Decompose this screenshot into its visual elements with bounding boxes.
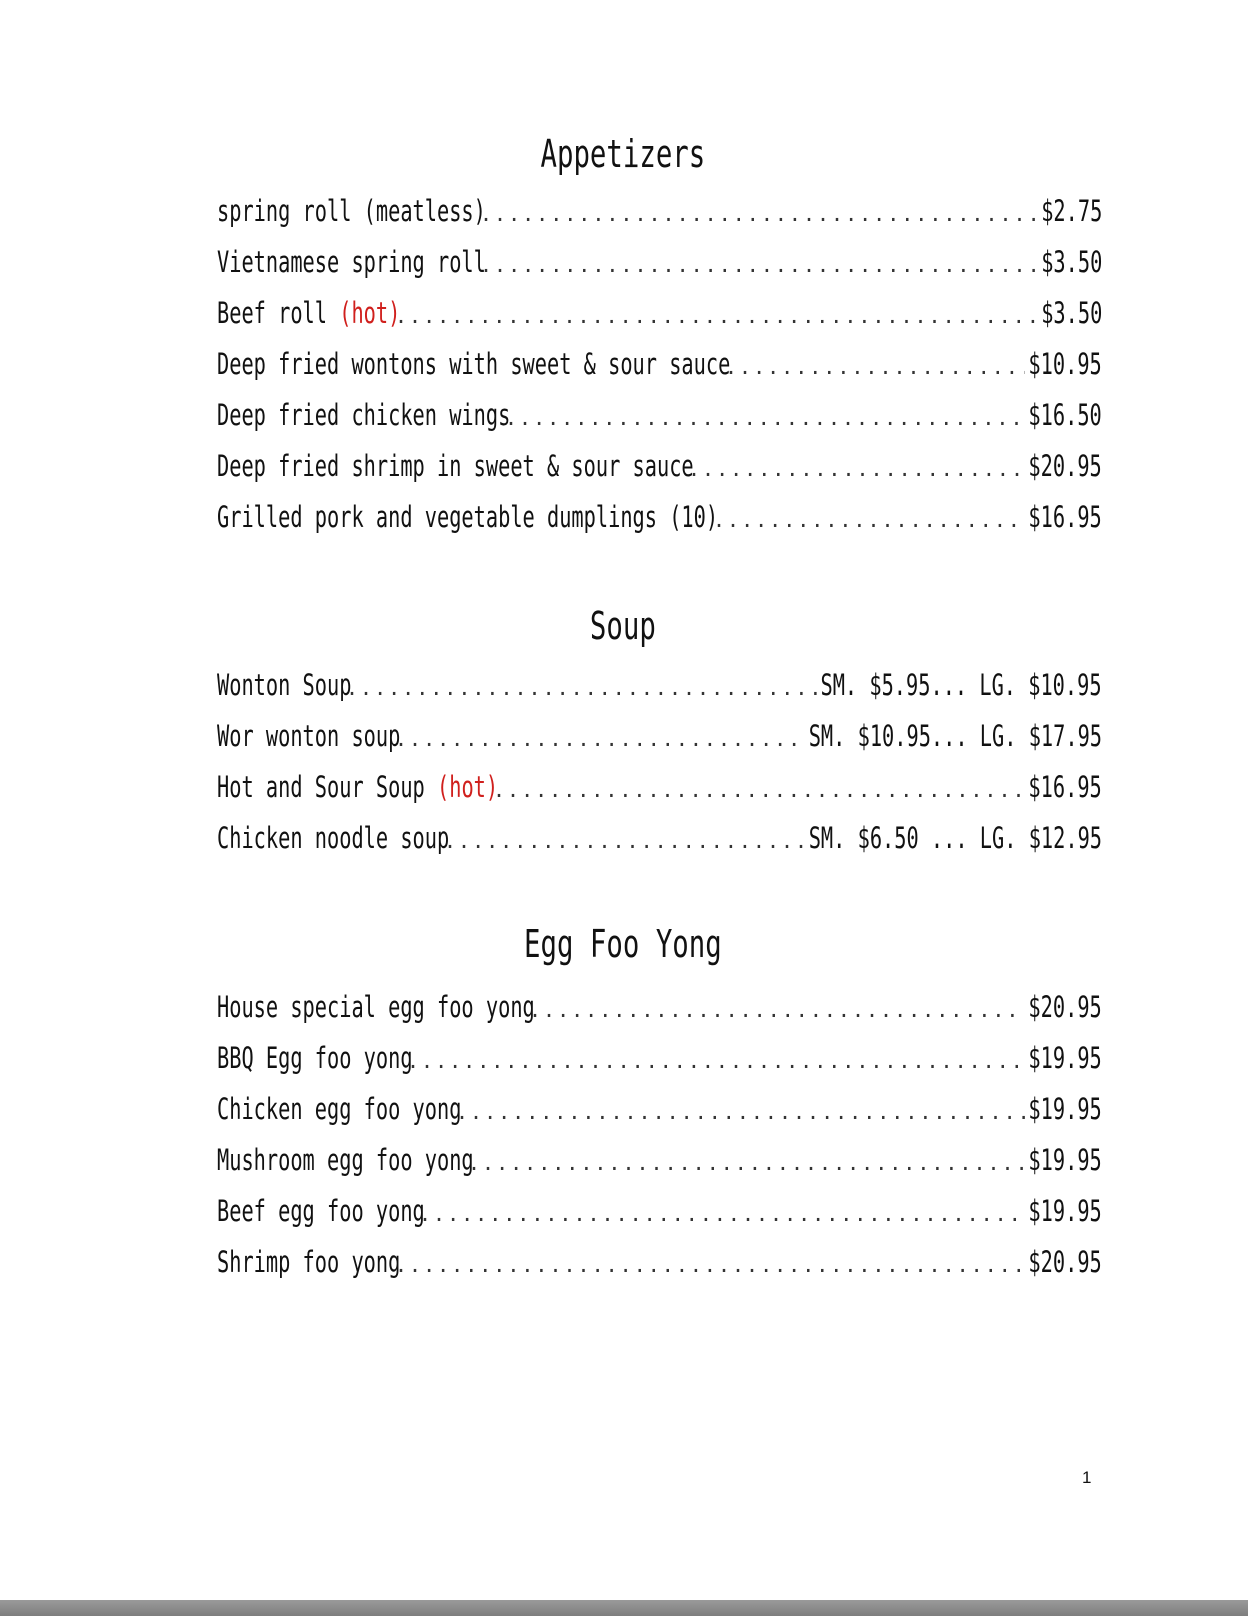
menu-item bbox=[217, 990, 1103, 1041]
menu-item bbox=[217, 245, 1103, 296]
item-name: Deep fried wontons with sweet & sour sauce bbox=[217, 347, 731, 381]
hot-label: (hot) bbox=[436, 770, 499, 804]
menu-item bbox=[217, 1092, 1103, 1143]
item-name: Vietnamese spring roll bbox=[217, 245, 486, 279]
menu-item bbox=[217, 1194, 1103, 1245]
egg-foo-yong-list bbox=[217, 990, 1103, 1296]
item-name: Deep fried shrimp in sweet & sour sauce bbox=[217, 449, 694, 483]
menu-item bbox=[217, 194, 1103, 245]
page-number: 1 bbox=[1082, 1468, 1092, 1487]
menu-item bbox=[217, 719, 1103, 770]
item-name: Chicken noodle soup bbox=[217, 821, 450, 855]
dot-leader bbox=[725, 355, 1025, 379]
item-name: Hot and Sour Soup bbox=[217, 770, 425, 804]
item-name: Wor wonton soup bbox=[217, 719, 401, 753]
item-price: $2.75 bbox=[1041, 194, 1103, 228]
menu-item bbox=[217, 668, 1103, 719]
dot-leader bbox=[468, 1151, 1025, 1175]
item-price: $19.95 bbox=[1028, 1092, 1103, 1126]
dot-leader bbox=[346, 676, 817, 700]
dot-leader bbox=[407, 1049, 1025, 1073]
viewer-bottom-bar bbox=[0, 1600, 1248, 1616]
item-price: $3.50 bbox=[1041, 245, 1103, 279]
item-price: $16.95 bbox=[1028, 770, 1103, 804]
menu-item bbox=[217, 347, 1103, 398]
item-name: Beef roll bbox=[217, 296, 327, 330]
menu-item bbox=[217, 770, 1103, 821]
item-name: Grilled pork and vegetable dumplings (10) bbox=[217, 500, 719, 534]
dot-leader bbox=[713, 508, 1025, 532]
menu-item bbox=[217, 1143, 1103, 1194]
menu-item bbox=[217, 296, 1103, 347]
item-name: Mushroom egg foo yong bbox=[217, 1143, 474, 1177]
soup-list bbox=[217, 668, 1103, 872]
menu-item bbox=[217, 1245, 1103, 1296]
section-title-appetizers: Appetizers bbox=[540, 132, 706, 176]
item-price: $16.50 bbox=[1028, 398, 1103, 432]
item-name: Deep fried chicken wings bbox=[217, 398, 511, 432]
dot-leader bbox=[395, 1253, 1025, 1277]
item-price: $20.95 bbox=[1028, 990, 1103, 1024]
item-name: BBQ Egg foo yong bbox=[217, 1041, 413, 1075]
dot-leader bbox=[419, 1202, 1025, 1226]
item-name: Shrimp foo yong bbox=[217, 1245, 401, 1279]
item-price: $20.95 bbox=[1028, 1245, 1103, 1279]
section-title-egg-foo-yong: Egg Foo Yong bbox=[524, 922, 722, 966]
item-price: SM. $6.50 ... LG. $12.95 bbox=[809, 821, 1103, 855]
hot-label: (hot) bbox=[339, 296, 401, 330]
item-price: $3.50 bbox=[1041, 296, 1103, 330]
item-price: SM. $5.95... LG. $10.95 bbox=[820, 668, 1102, 702]
item-name: House special egg foo yong bbox=[217, 990, 535, 1024]
dot-leader bbox=[493, 778, 1025, 802]
item-price: $19.95 bbox=[1028, 1143, 1103, 1177]
item-price: $19.95 bbox=[1028, 1194, 1103, 1228]
section-title-soup: Soup bbox=[589, 604, 656, 648]
dot-leader bbox=[505, 406, 1025, 430]
dot-leader bbox=[456, 1100, 1025, 1124]
menu-item bbox=[217, 398, 1103, 449]
dot-leader bbox=[395, 304, 1037, 328]
dot-leader bbox=[480, 202, 1037, 226]
item-price: $20.95 bbox=[1028, 449, 1103, 483]
item-name: Beef egg foo yong bbox=[217, 1194, 425, 1228]
dot-leader bbox=[395, 727, 805, 751]
dot-leader bbox=[444, 829, 805, 853]
dot-leader bbox=[529, 998, 1025, 1022]
item-price: SM. $10.95... LG. $17.95 bbox=[809, 719, 1103, 753]
item-price: $19.95 bbox=[1028, 1041, 1103, 1075]
menu-item bbox=[217, 821, 1103, 872]
appetizers-list bbox=[217, 194, 1103, 551]
item-name: Wonton Soup bbox=[217, 668, 352, 702]
dot-leader bbox=[688, 457, 1025, 481]
menu-item bbox=[217, 449, 1103, 500]
dot-leader bbox=[480, 253, 1037, 277]
menu-item bbox=[217, 1041, 1103, 1092]
item-name: Chicken egg foo yong bbox=[217, 1092, 462, 1126]
menu-item bbox=[217, 500, 1103, 551]
item-name: spring roll (meatless) bbox=[217, 194, 486, 228]
item-price: $10.95 bbox=[1028, 347, 1103, 381]
item-price: $16.95 bbox=[1028, 500, 1103, 534]
